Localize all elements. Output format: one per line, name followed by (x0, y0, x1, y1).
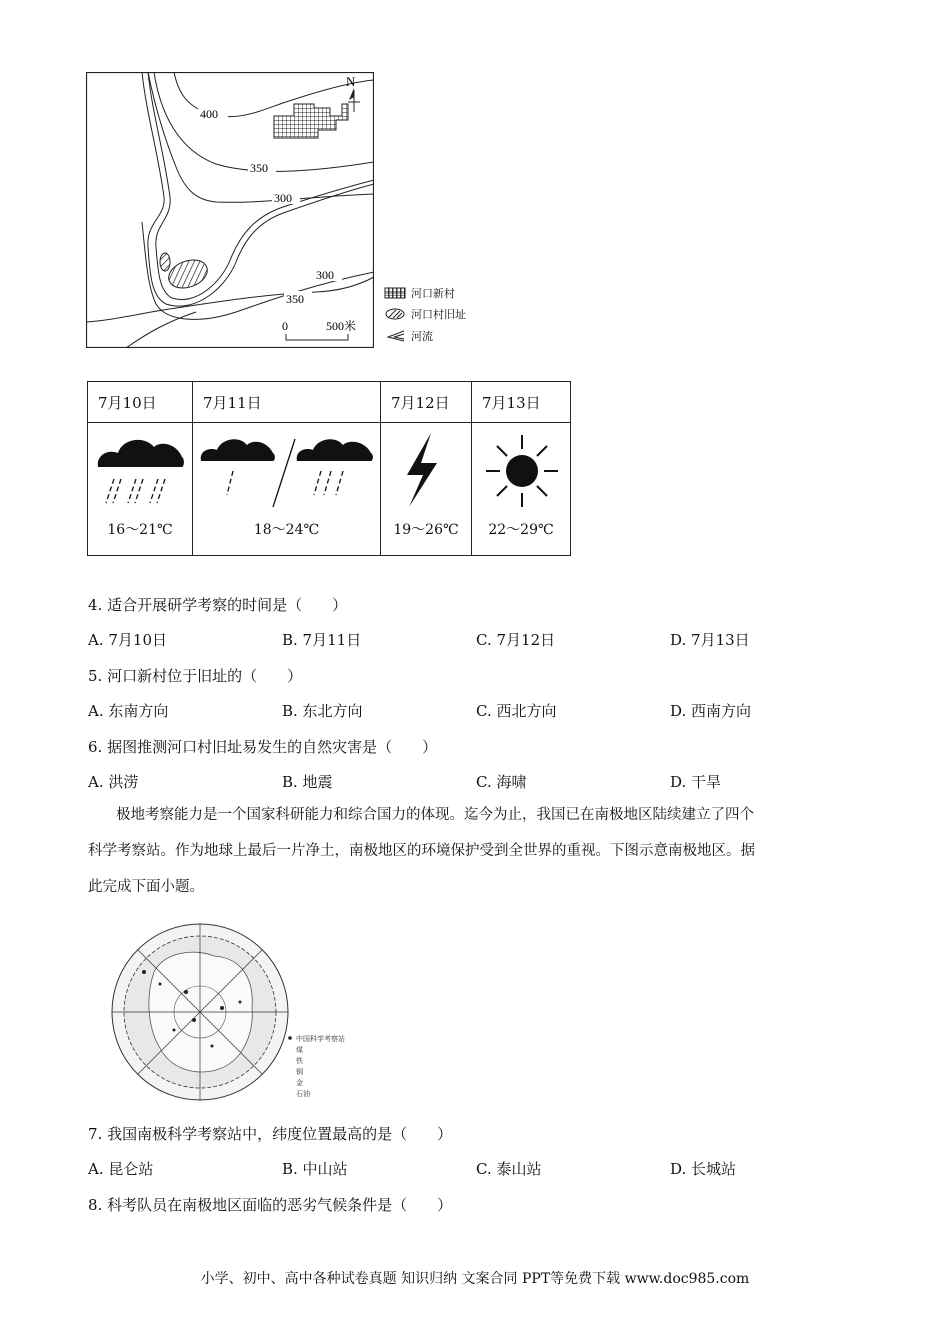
option-b[interactable]: B. 中山站 (282, 1160, 348, 1178)
temperature-range: 18～24℃ (253, 522, 320, 538)
option-a[interactable]: A. 昆仑站 (88, 1160, 154, 1178)
contour-label-300: 300 (274, 191, 292, 205)
antarctic-map-svg (104, 912, 374, 1112)
passage-line: 极地考察能力是一个国家科研能力和综合国力的体现。迄今为止，我国已在南极地区陆续建立了四个 (116, 807, 754, 823)
legend-old-site (384, 306, 466, 322)
question-stem: 4. 适合开展研学考察的时间是（ ） (88, 596, 348, 614)
passage (88, 797, 868, 905)
antarctic-legend: 铜 (296, 1069, 303, 1076)
question-stem: 7. 我国南极科学考察站中，纬度位置最高的是（ ） (88, 1125, 453, 1143)
contour-label-350b: 350 (286, 292, 304, 306)
legend-label: 河口村旧址 (411, 308, 466, 321)
date-cell: 7月11日 (193, 382, 381, 423)
option-c[interactable]: C. 海啸 (476, 773, 527, 791)
contour-label-300b: 300 (316, 268, 334, 282)
legend-label: 河口新村 (411, 287, 455, 300)
date-cell: 7月10日 (88, 382, 193, 423)
river-icon (384, 330, 406, 342)
contour-label-350: 350 (250, 161, 268, 175)
option-d[interactable]: D. 干旱 (670, 773, 722, 791)
option-d[interactable]: D. 7月13日 (670, 631, 750, 649)
temperature-range: 22～29℃ (488, 522, 554, 538)
option-a[interactable]: A. 洪涝 (88, 773, 139, 791)
option-d[interactable]: D. 西南方向 (670, 702, 752, 720)
old-site-area-small (160, 253, 170, 271)
contour-map-svg (86, 72, 374, 348)
topographic-map (86, 72, 374, 348)
option-c[interactable]: C. 7月12日 (476, 631, 556, 649)
lightning-icon (381, 429, 471, 519)
antarctic-legend: 中国科学考察站 (296, 1036, 345, 1043)
weather-cell (381, 423, 472, 556)
antarctic-legend: 石油 (296, 1091, 310, 1098)
rain-icon (193, 429, 381, 519)
weather-cell (472, 423, 571, 556)
grid-pattern-icon (384, 287, 406, 299)
page-footer: 小学、初中、高中各种试卷真题 知识归纳 文案合同 PPT等免费下载 www.doc985.com (200, 1271, 750, 1287)
option-a[interactable]: A. 7月10日 (88, 631, 167, 649)
contour-label-400: 400 (200, 107, 218, 121)
north-label: N (346, 74, 356, 89)
scale-zero: 0 (282, 319, 288, 333)
option-c[interactable]: C. 西北方向 (476, 702, 557, 720)
temperature-range: 19～26℃ (393, 522, 459, 538)
option-b[interactable]: B. 东北方向 (282, 702, 363, 720)
question-stem: 6. 据图推测河口村旧址易发生的自然灾害是（ ） (88, 738, 438, 756)
sun-icon (472, 429, 570, 519)
question-stem: 5. 河口新村位于旧址的（ ） (88, 667, 303, 685)
weather-cell (193, 423, 381, 556)
option-b[interactable]: B. 地震 (282, 773, 333, 791)
passage-line: 科学考察站。作为地球上最后一片净土，南极地区的环境保护受到全世界的重视。下图示意南极地区。据 (88, 843, 755, 859)
antarctic-legend: 煤 (296, 1047, 303, 1054)
weather-cell (88, 423, 193, 556)
option-c[interactable]: C. 泰山站 (476, 1160, 542, 1178)
question-stem: 8. 科考队员在南极地区面临的恶劣气候条件是（ ） (88, 1196, 453, 1214)
option-b[interactable]: B. 7月11日 (282, 631, 362, 649)
passage-line: 此完成下面小题。 (88, 879, 204, 895)
temperature-range: 16～21℃ (107, 522, 173, 538)
date-cell: 7月12日 (381, 382, 472, 423)
antarctic-legend: 铁 (296, 1058, 303, 1065)
weather-forecast-table (87, 381, 571, 556)
hatched-oval-icon (384, 308, 406, 320)
antarctic-legend: 金 (296, 1080, 303, 1087)
legend-new-village (384, 285, 455, 301)
scale-length: 500米 (326, 319, 357, 333)
option-d[interactable]: D. 长城站 (670, 1160, 737, 1178)
heavy-rain-icon (88, 429, 192, 519)
antarctic-map (104, 912, 374, 1112)
legend-river (384, 328, 433, 344)
option-a[interactable]: A. 东南方向 (88, 702, 169, 720)
legend-label: 河流 (411, 330, 433, 343)
date-cell: 7月13日 (472, 382, 571, 423)
